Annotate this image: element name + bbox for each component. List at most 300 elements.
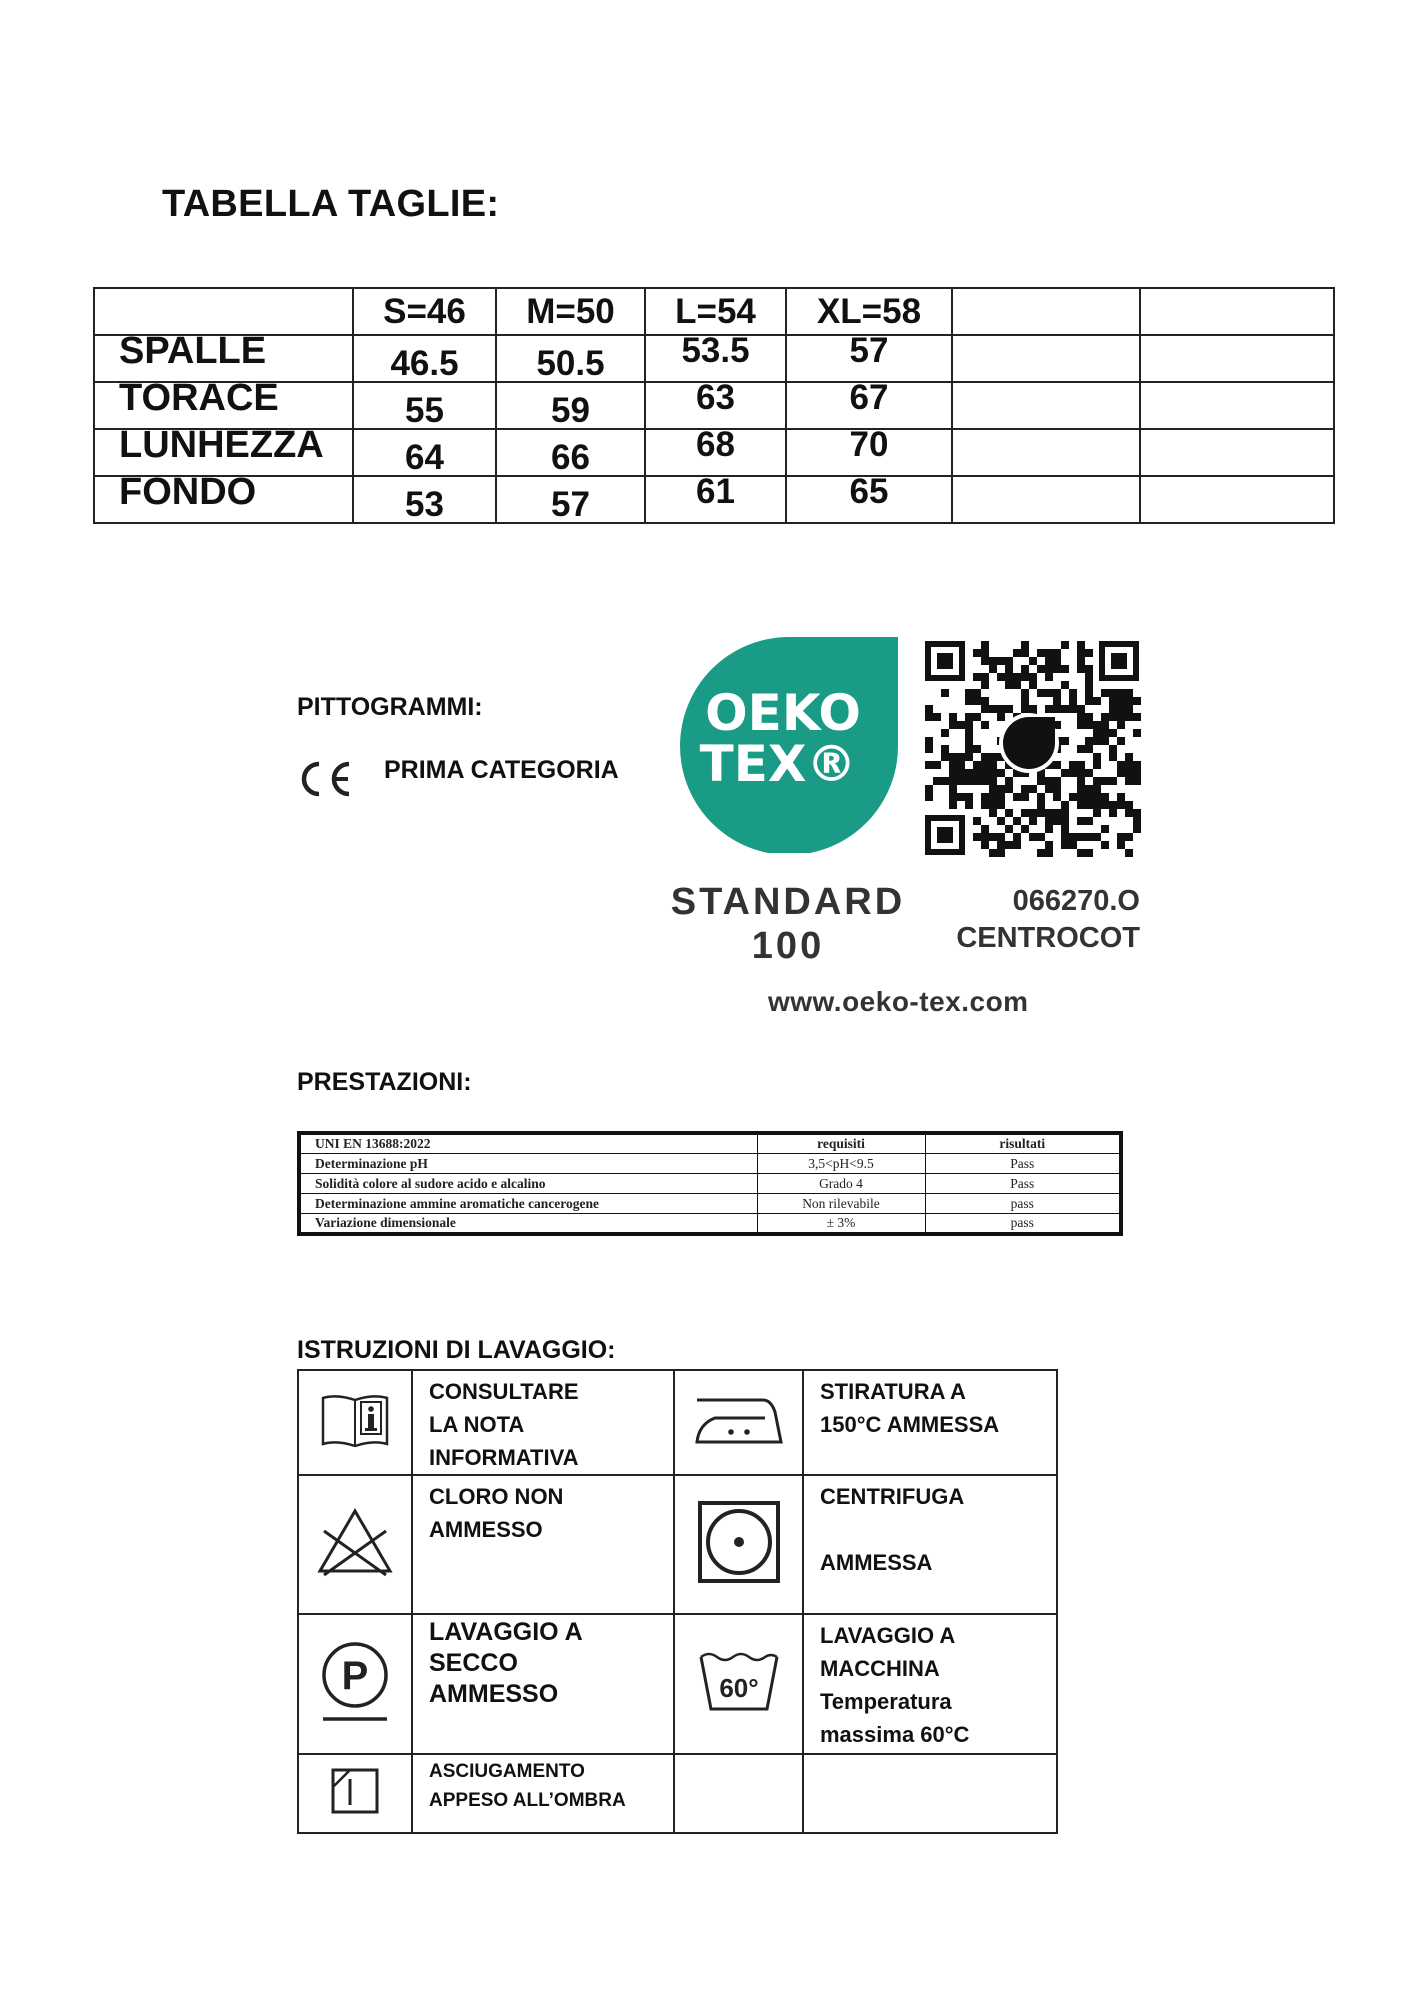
qr-module xyxy=(1085,849,1093,857)
table-row xyxy=(94,476,1334,523)
table-cell: 67 xyxy=(786,382,952,429)
qr-module xyxy=(965,721,973,729)
qr-module xyxy=(1101,729,1109,737)
qr-module xyxy=(965,753,973,761)
qr-module xyxy=(981,641,989,649)
qr-module xyxy=(1101,793,1109,801)
qr-module xyxy=(1125,769,1133,777)
qr-module xyxy=(1053,785,1061,793)
qr-module xyxy=(1077,761,1085,769)
washing-text: LAVAGGIO A MACCHINA Temperatura massima 60°C xyxy=(803,1614,1057,1754)
qr-module xyxy=(1133,761,1141,769)
qr-module xyxy=(981,769,989,777)
qr-module xyxy=(973,761,981,769)
table-cell: Determinazione ammine aromatiche cancerogene xyxy=(299,1194,757,1214)
qr-module xyxy=(981,673,989,681)
qr-module xyxy=(997,673,1005,681)
size-header-cell xyxy=(1140,288,1334,335)
table-row xyxy=(298,1754,1057,1833)
qr-module xyxy=(1037,801,1045,809)
qr-module xyxy=(925,745,933,753)
qr-module xyxy=(989,785,997,793)
table-cell: 66 xyxy=(496,429,645,476)
empty-cell xyxy=(674,1754,803,1833)
qr-module xyxy=(1077,705,1085,713)
qr-module xyxy=(1021,649,1029,657)
table-row xyxy=(299,1154,1121,1174)
qr-module xyxy=(1021,641,1029,649)
qr-module xyxy=(925,737,933,745)
qr-module xyxy=(1013,793,1021,801)
qr-module xyxy=(965,745,973,753)
qr-module xyxy=(1053,777,1061,785)
qr-module xyxy=(1077,849,1085,857)
table-cell: Variazione dimensionale xyxy=(299,1214,757,1235)
qr-code-icon xyxy=(923,639,1141,857)
qr-module xyxy=(1133,713,1141,721)
qr-module xyxy=(1061,641,1069,649)
qr-module xyxy=(1077,833,1085,841)
qr-module xyxy=(989,833,997,841)
qr-module xyxy=(1013,673,1021,681)
qr-module xyxy=(957,753,965,761)
qr-module xyxy=(1125,753,1133,761)
qr-module xyxy=(997,833,1005,841)
qr-module xyxy=(1053,665,1061,673)
qr-module xyxy=(1117,761,1125,769)
table-cell: ± 3% xyxy=(757,1214,925,1235)
qr-module xyxy=(1101,825,1109,833)
qr-module xyxy=(1093,753,1101,761)
qr-module xyxy=(1133,697,1141,705)
qr-module xyxy=(1005,809,1013,817)
qr-module xyxy=(1029,785,1037,793)
dry-clean-p-icon xyxy=(319,1639,391,1725)
ce-mark-icon xyxy=(297,758,357,800)
qr-module xyxy=(1077,793,1085,801)
qr-module xyxy=(957,769,965,777)
qr-module xyxy=(1005,681,1013,689)
qr-module xyxy=(1077,721,1085,729)
qr-module xyxy=(1085,721,1093,729)
table-cell: 53.5 xyxy=(645,335,786,382)
qr-module xyxy=(1021,665,1029,673)
qr-module xyxy=(1021,785,1029,793)
qr-module xyxy=(1085,689,1093,697)
qr-module xyxy=(1109,705,1117,713)
qr-module xyxy=(1093,793,1101,801)
qr-module xyxy=(973,745,981,753)
qr-module xyxy=(1109,753,1117,761)
qr-module xyxy=(1045,817,1053,825)
qr-module xyxy=(1029,809,1037,817)
qr-module xyxy=(949,753,957,761)
category-label: PRIMA CATEGORIA xyxy=(384,756,619,784)
qr-module xyxy=(965,769,973,777)
table-cell: Pass xyxy=(925,1154,1121,1174)
qr-module xyxy=(1125,777,1133,785)
qr-module xyxy=(1085,681,1093,689)
washing-text: ASCIUGAMENTO APPESO ALL’OMBRA xyxy=(412,1754,674,1833)
qr-module xyxy=(1117,833,1125,841)
qr-module xyxy=(957,777,965,785)
qr-module xyxy=(1117,801,1125,809)
qr-module xyxy=(997,793,1005,801)
qr-module xyxy=(1085,769,1093,777)
qr-module xyxy=(957,761,965,769)
empty-cell xyxy=(1140,429,1334,476)
qr-module xyxy=(1069,697,1077,705)
qr-module xyxy=(1053,697,1061,705)
qr-module xyxy=(1085,817,1093,825)
qr-module xyxy=(989,705,997,713)
qr-module xyxy=(1077,641,1085,649)
qr-module xyxy=(989,769,997,777)
qr-module xyxy=(997,769,1005,777)
qr-module xyxy=(1109,777,1117,785)
qr-module xyxy=(1053,817,1061,825)
icon-cell xyxy=(298,1754,412,1833)
qr-module xyxy=(1101,721,1109,729)
qr-module xyxy=(965,777,973,785)
qr-module xyxy=(1085,833,1093,841)
qr-module xyxy=(981,825,989,833)
qr-module xyxy=(1085,673,1093,681)
qr-module xyxy=(1053,761,1061,769)
size-header-cell: M=50 xyxy=(496,288,645,335)
qr-module xyxy=(1093,785,1101,793)
qr-module xyxy=(941,777,949,785)
table-row xyxy=(94,335,1334,382)
qr-module xyxy=(1037,849,1045,857)
qr-module xyxy=(981,801,989,809)
qr-module xyxy=(1077,657,1085,665)
qr-module xyxy=(973,817,981,825)
qr-module xyxy=(1101,841,1109,849)
icon-cell xyxy=(674,1475,803,1614)
qr-module xyxy=(1085,793,1093,801)
row-label: SPALLE xyxy=(94,335,353,382)
qr-module xyxy=(1077,665,1085,673)
qr-module xyxy=(1013,841,1021,849)
qr-module xyxy=(1037,777,1045,785)
table-cell: 68 xyxy=(645,429,786,476)
qr-module xyxy=(1037,665,1045,673)
qr-module xyxy=(1077,649,1085,657)
qr-module xyxy=(997,713,1005,721)
qr-module xyxy=(1101,801,1109,809)
qr-module xyxy=(965,793,973,801)
qr-module xyxy=(949,793,957,801)
qr-module xyxy=(1117,705,1125,713)
qr-module xyxy=(1109,745,1117,753)
qr-module xyxy=(1125,713,1133,721)
qr-module xyxy=(1109,713,1117,721)
qr-module xyxy=(925,713,933,721)
qr-module xyxy=(925,761,933,769)
icon-cell xyxy=(674,1614,803,1754)
qr-module xyxy=(1125,761,1133,769)
qr-module xyxy=(1029,705,1037,713)
tumble-dry-icon xyxy=(697,1500,781,1584)
qr-module xyxy=(1037,809,1045,817)
qr-module xyxy=(1125,705,1133,713)
qr-module xyxy=(1093,737,1101,745)
empty-cell xyxy=(952,335,1140,382)
qr-module xyxy=(949,777,957,785)
table-cell: 57 xyxy=(786,335,952,382)
qr-module xyxy=(1053,809,1061,817)
qr-module xyxy=(1061,737,1069,745)
qr-module xyxy=(1093,697,1101,705)
qr-module xyxy=(1045,649,1053,657)
table-row xyxy=(94,429,1334,476)
qr-module xyxy=(981,649,989,657)
qr-module xyxy=(981,681,989,689)
qr-module xyxy=(1077,745,1085,753)
qr-module xyxy=(933,713,941,721)
empty-cell xyxy=(1140,335,1334,382)
icon-cell xyxy=(674,1370,803,1475)
qr-module xyxy=(1045,809,1053,817)
washing-table xyxy=(297,1369,1058,1834)
qr-module xyxy=(965,697,973,705)
book-info-icon xyxy=(319,1392,391,1448)
qr-module xyxy=(1045,689,1053,697)
qr-module xyxy=(1077,713,1085,721)
qr-module xyxy=(1021,793,1029,801)
qr-module xyxy=(1005,657,1013,665)
oeko-logo-line2: TEX® xyxy=(699,735,857,793)
qr-module xyxy=(1093,721,1101,729)
qr-module xyxy=(1125,689,1133,697)
qr-module xyxy=(1061,769,1069,777)
qr-module xyxy=(1077,785,1085,793)
performance-table xyxy=(297,1131,1123,1236)
qr-module xyxy=(981,793,989,801)
size-table xyxy=(93,287,1335,524)
qr-module xyxy=(1045,849,1053,857)
qr-module xyxy=(1061,705,1069,713)
qr-module xyxy=(1093,777,1101,785)
qr-module xyxy=(1069,841,1077,849)
qr-module xyxy=(1069,769,1077,777)
qr-module xyxy=(1045,665,1053,673)
qr-module xyxy=(1053,689,1061,697)
qr-module xyxy=(973,713,981,721)
qr-module xyxy=(1053,705,1061,713)
qr-module xyxy=(989,753,997,761)
qr-module xyxy=(1005,825,1013,833)
qr-module xyxy=(997,817,1005,825)
qr-module xyxy=(949,713,957,721)
table-cell: 59 xyxy=(496,382,645,429)
qr-module xyxy=(957,721,965,729)
qr-module xyxy=(981,761,989,769)
table-cell: Pass xyxy=(925,1174,1121,1194)
qr-module xyxy=(1021,673,1029,681)
performance-header-row xyxy=(299,1133,1121,1154)
table-cell: Solidità colore al sudore acido e alcalino xyxy=(299,1174,757,1194)
qr-module xyxy=(1085,665,1093,673)
qr-module xyxy=(981,705,989,713)
qr-module xyxy=(973,673,981,681)
qr-module xyxy=(1085,649,1093,657)
qr-module xyxy=(1061,841,1069,849)
qr-module xyxy=(989,657,997,665)
qr-module xyxy=(1117,769,1125,777)
qr-module xyxy=(1109,801,1117,809)
qr-module xyxy=(973,777,981,785)
qr-module xyxy=(1021,809,1029,817)
qr-module xyxy=(1085,737,1093,745)
qr-module xyxy=(1133,809,1141,817)
empty-cell xyxy=(1140,382,1334,429)
row-label: FONDO xyxy=(94,476,353,523)
icon-cell xyxy=(298,1475,412,1614)
qr-module xyxy=(1093,761,1101,769)
table-cell: 50.5 xyxy=(496,335,645,382)
qr-module xyxy=(1117,689,1125,697)
qr-module xyxy=(1125,809,1133,817)
qr-module xyxy=(1005,841,1013,849)
washing-text: STIRATURA A 150°C AMMESSA xyxy=(803,1370,1057,1475)
qr-module xyxy=(949,721,957,729)
qr-module xyxy=(1077,777,1085,785)
qr-module xyxy=(1029,657,1037,665)
qr-module xyxy=(1085,697,1093,705)
table-cell: 64 xyxy=(353,429,496,476)
performance-header-cell: UNI EN 13688:2022 xyxy=(299,1133,757,1154)
row-label: LUNHEZZA xyxy=(94,429,353,476)
empty-cell xyxy=(1140,476,1334,523)
qr-module xyxy=(1037,833,1045,841)
qr-module xyxy=(1053,649,1061,657)
oeko-logo-line1: OEKO xyxy=(705,684,861,742)
qr-module xyxy=(1037,649,1045,657)
qr-module xyxy=(1021,705,1029,713)
qr-module xyxy=(949,769,957,777)
qr-module xyxy=(1125,849,1133,857)
qr-module xyxy=(1021,825,1029,833)
qr-module xyxy=(933,761,941,769)
qr-module xyxy=(1133,769,1141,777)
no-bleach-icon xyxy=(316,1505,394,1579)
qr-module xyxy=(941,689,949,697)
qr-module xyxy=(981,833,989,841)
size-header-cell: XL=58 xyxy=(786,288,952,335)
empty-cell xyxy=(952,429,1140,476)
qr-module xyxy=(1085,801,1093,809)
qr-module xyxy=(1045,657,1053,665)
qr-module xyxy=(973,697,981,705)
qr-module xyxy=(1045,841,1053,849)
qr-module xyxy=(981,777,989,785)
qr-module xyxy=(1069,705,1077,713)
qr-module xyxy=(1077,801,1085,809)
qr-module xyxy=(941,729,949,737)
qr-module xyxy=(965,737,973,745)
qr-module xyxy=(1045,825,1053,833)
qr-module xyxy=(1037,793,1045,801)
qr-module xyxy=(1093,729,1101,737)
qr-module xyxy=(989,777,997,785)
qr-module xyxy=(1005,673,1013,681)
qr-module xyxy=(949,761,957,769)
qr-module xyxy=(1061,809,1069,817)
qr-module xyxy=(1077,817,1085,825)
qr-module xyxy=(1061,801,1069,809)
qr-module xyxy=(997,705,1005,713)
qr-module xyxy=(965,713,973,721)
qr-module xyxy=(1085,713,1093,721)
qr-module xyxy=(1093,833,1101,841)
qr-module xyxy=(1109,697,1117,705)
qr-module xyxy=(997,657,1005,665)
wash-60-icon xyxy=(697,1649,781,1715)
icon-cell xyxy=(298,1370,412,1475)
table-row xyxy=(298,1370,1057,1475)
table-row xyxy=(298,1475,1057,1614)
qr-module xyxy=(981,841,989,849)
qr-module xyxy=(1093,809,1101,817)
table-cell: 46.5 xyxy=(353,335,496,382)
table-cell: Determinazione pH xyxy=(299,1154,757,1174)
qr-module xyxy=(1117,697,1125,705)
qr-module xyxy=(1045,705,1053,713)
qr-module xyxy=(989,665,997,673)
qr-module xyxy=(1125,697,1133,705)
qr-module xyxy=(1069,833,1077,841)
size-header-cell xyxy=(952,288,1140,335)
qr-module xyxy=(965,729,973,737)
size-header-cell xyxy=(94,288,353,335)
qr-module xyxy=(973,769,981,777)
qr-module xyxy=(997,849,1005,857)
qr-module xyxy=(973,649,981,657)
qr-module xyxy=(1013,649,1021,657)
qr-module xyxy=(981,657,989,665)
performance-header-cell: risultati xyxy=(925,1133,1121,1154)
qr-module xyxy=(1045,777,1053,785)
qr-module xyxy=(1133,729,1141,737)
empty-cell xyxy=(952,476,1140,523)
qr-module xyxy=(1029,817,1037,825)
size-table-header-row xyxy=(94,288,1334,335)
qr-module xyxy=(1005,777,1013,785)
qr-module xyxy=(1021,697,1029,705)
qr-module xyxy=(1085,785,1093,793)
pictograms-heading: PITTOGRAMMI: xyxy=(297,693,483,721)
table-row xyxy=(299,1214,1121,1235)
qr-module xyxy=(941,753,949,761)
oeko-standard-number: 100 xyxy=(751,925,825,967)
qr-module xyxy=(1061,681,1069,689)
table-cell: 63 xyxy=(645,382,786,429)
line-dry-shade-icon xyxy=(330,1767,380,1815)
qr-module xyxy=(1133,825,1141,833)
table-row xyxy=(299,1194,1121,1214)
washing-heading: ISTRUZIONI DI LAVAGGIO: xyxy=(297,1336,616,1364)
dry-clean-letter: P xyxy=(341,1653,369,1698)
qr-module xyxy=(1133,817,1141,825)
qr-module xyxy=(981,721,989,729)
qr-module xyxy=(925,793,933,801)
qr-module xyxy=(997,785,1005,793)
row-label: TORACE xyxy=(94,382,353,429)
qr-module xyxy=(949,801,957,809)
qr-module xyxy=(1125,801,1133,809)
